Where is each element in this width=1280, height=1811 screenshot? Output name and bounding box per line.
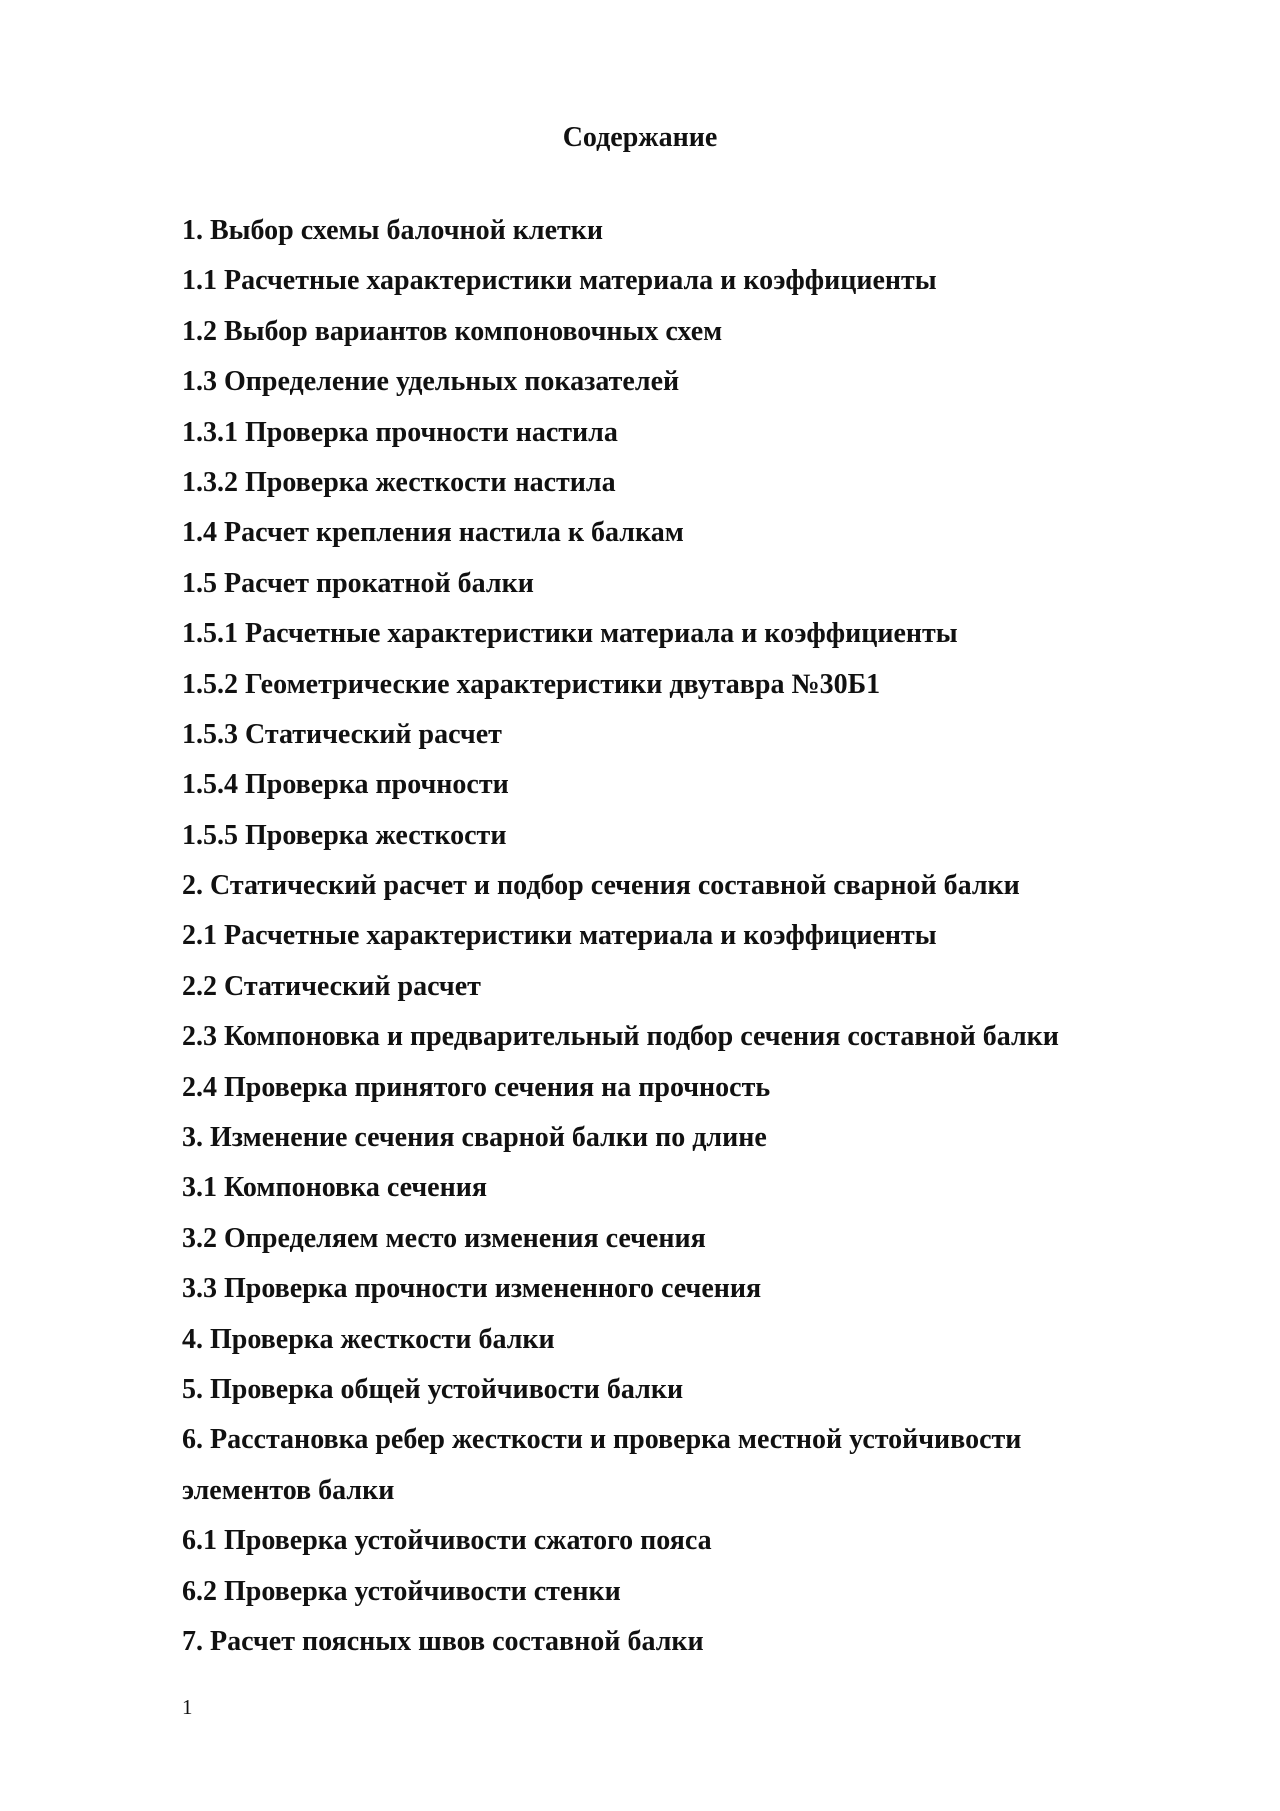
- toc-entry[interactable]: 3.2 Определяем место изменения сечения: [182, 1222, 706, 1254]
- toc-entry[interactable]: 6.2 Проверка устойчивости стенки: [182, 1575, 621, 1607]
- toc-entry[interactable]: 1.1 Расчетные характеристики материала и коэффициенты: [182, 265, 937, 297]
- toc-entry[interactable]: 3.1 Компоновка сечения: [182, 1172, 487, 1204]
- toc-entry[interactable]: 1.3 Определение удельных показателей: [182, 366, 680, 398]
- toc-entry[interactable]: 1.3.1 Проверка прочности настила: [182, 416, 618, 448]
- toc-entry[interactable]: 1.5.2 Геометрические характеристики двутавра №30Б1: [182, 668, 881, 700]
- toc-entry[interactable]: 2.3 Компоновка и предварительный подбор сечения составной балки: [182, 1021, 1059, 1053]
- toc-entry[interactable]: 1.4 Расчет крепления настила к балкам: [182, 517, 684, 549]
- toc-entry[interactable]: 4. Проверка жесткости балки: [182, 1323, 555, 1355]
- toc-entry[interactable]: 2.1 Расчетные характеристики материала и коэффициенты: [182, 920, 937, 952]
- toc-entry[interactable]: 1.5.1 Расчетные характеристики материала и коэффициенты: [182, 618, 958, 650]
- toc-entry[interactable]: 3.3 Проверка прочности измененного сечения: [182, 1273, 762, 1305]
- page-number: 1: [182, 1695, 193, 1719]
- toc-entry[interactable]: 1.5.3 Статический расчет: [182, 718, 502, 750]
- page-title: Содержание: [562, 122, 718, 153]
- toc-entry[interactable]: 2.2 Статический расчет: [182, 970, 481, 1002]
- toc-entry[interactable]: 1.2 Выбор вариантов компоновочных схем: [182, 315, 723, 347]
- toc-entry[interactable]: 1.5.5 Проверка жесткости: [182, 819, 507, 851]
- toc-entry[interactable]: 3. Изменение сечения сварной балки по длине: [182, 1122, 767, 1154]
- toc-entry[interactable]: 5. Проверка общей устойчивости балки: [182, 1373, 684, 1405]
- toc-entry[interactable]: 6. Расстановка ребер жесткости и проверка местной устойчивости: [182, 1424, 1022, 1456]
- toc-entry[interactable]: 1.3.2 Проверка жесткости настила: [182, 466, 616, 498]
- toc-entry[interactable]: 2. Статический расчет и подбор сечения составной сварной балки: [182, 870, 1020, 902]
- toc-entry[interactable]: 1.5.4 Проверка прочности: [182, 769, 509, 801]
- toc-entry[interactable]: 6.1 Проверка устойчивости сжатого пояса: [182, 1525, 712, 1557]
- toc-entry[interactable]: 1. Выбор схемы балочной клетки: [182, 215, 604, 246]
- toc-entry[interactable]: 7. Расчет поясных швов составной балки: [182, 1625, 704, 1657]
- toc-entry[interactable]: 2.4 Проверка принятого сечения на прочность: [182, 1071, 771, 1103]
- table-of-contents: [182, 206, 1142, 1667]
- toc-entry[interactable]: 1.5 Расчет прокатной балки: [182, 567, 534, 599]
- toc-entry-continuation[interactable]: элементов балки: [182, 1474, 395, 1506]
